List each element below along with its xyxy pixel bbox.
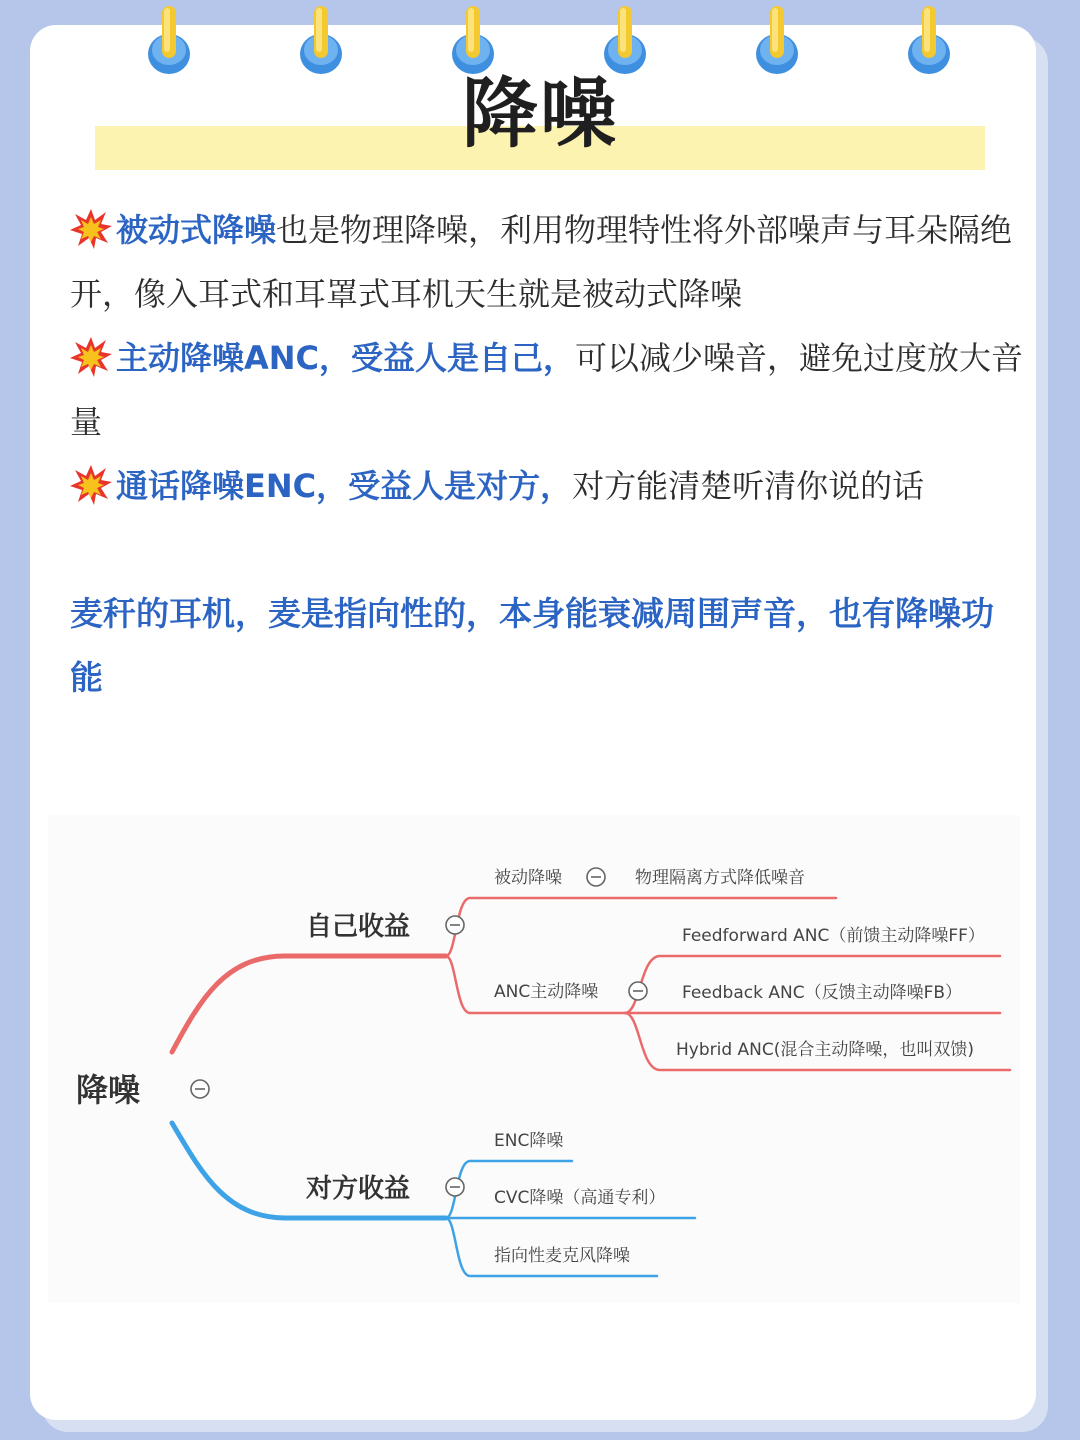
- mindmap-node-enc: ENC降噪: [494, 1131, 564, 1151]
- mic-note: 麦秆的耳机，麦是指向性的，本身能衰减周围声音，也有降噪功能: [70, 594, 994, 697]
- mindmap-node-anc-hybrid: Hybrid ANC(混合主动降噪，也叫双馈): [676, 1040, 975, 1060]
- page-title: 降噪: [462, 69, 618, 158]
- mindmap-root: 降噪: [76, 1071, 141, 1109]
- mindmap-node-other: 对方收益: [306, 1174, 411, 1204]
- collapse-toggle-self-icon[interactable]: [446, 916, 464, 934]
- mindmap-node-anc-ff: Feedforward ANC（前馈主动降噪FF）: [682, 926, 985, 946]
- body-text: 也是物理降噪，利用物理特性将外部噪声与耳朵隔绝开，像入耳式和耳罩式耳机天生就是被动式降噪: [70, 211, 1013, 313]
- mindmap-node-self: 自己收益: [306, 912, 411, 942]
- mindmap-node-passive-desc: 物理隔离方式降低噪音: [635, 868, 805, 888]
- edge-self: [172, 956, 446, 1052]
- highlight-text: 主动降噪ANC，受益人是自己，: [116, 339, 576, 377]
- collapse-toggle-passive-icon[interactable]: [587, 868, 605, 886]
- collapse-toggle-root-icon[interactable]: [191, 1080, 209, 1098]
- mindmap-node-mic: 指向性麦克风降噪: [494, 1246, 630, 1266]
- mindmap-node-passive: 被动降噪: [494, 868, 562, 888]
- highlight-text: 通话降噪ENC，受益人是对方，: [116, 467, 573, 505]
- mindmap-node-anc-fb: Feedback ANC（反馈主动降噪FB）: [682, 983, 963, 1003]
- highlight-text: 被动式降噪: [116, 211, 277, 249]
- mindmap-node-cvc: CVC降噪（高通专利）: [494, 1188, 666, 1208]
- body-text: 对方能清楚听清你说的话: [572, 467, 925, 505]
- collapse-toggle-anc-icon[interactable]: [629, 982, 647, 1000]
- body-text: 可以减少噪音，避免过度放大音量: [70, 339, 1024, 441]
- collapse-toggle-other-icon[interactable]: [446, 1178, 464, 1196]
- mindmap-node-anc: ANC主动降噪: [494, 982, 599, 1002]
